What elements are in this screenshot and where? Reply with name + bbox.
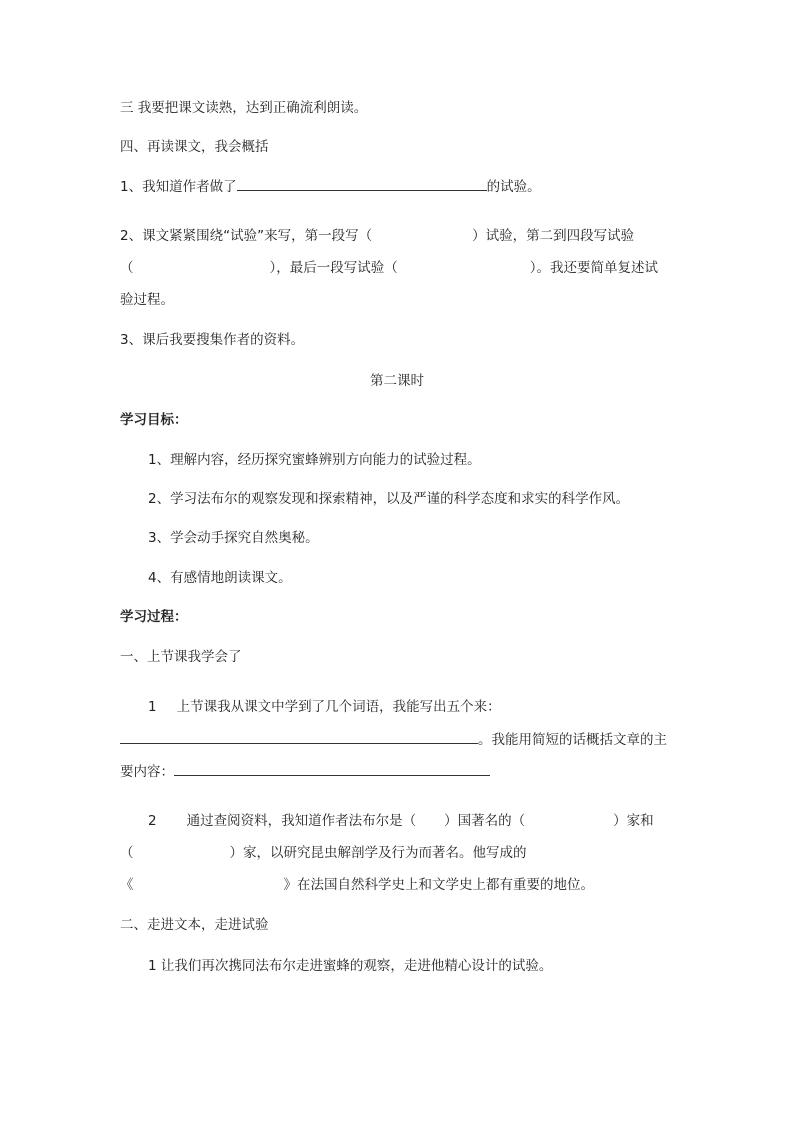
question-text: ）家，以研究昆虫解剖学及行为而著名。他写成的	[229, 845, 527, 861]
goal-item: 3、学会动手探究自然奥秘。	[148, 530, 319, 546]
question-text: ）。我还要简单复述试	[529, 260, 658, 276]
question-text: 。我能用简短的话概括文章的主	[478, 732, 667, 748]
p2-line1	[148, 811, 654, 831]
goal-item: 1、理解内容，经历探究蜜蜂辨别方向能力的试验过程。	[148, 452, 481, 468]
question-text: 上节课我从课文中学到了几个词语，我能写出五个来：	[176, 699, 501, 715]
goal-item: 2、学习法布尔的观察发现和探索精神，以及严谨的科学态度和求实的科学作风。	[148, 491, 630, 507]
p2-line3	[120, 875, 594, 895]
blank-line[interactable]	[174, 761, 490, 776]
question-text: ）家和	[613, 813, 654, 829]
part-heading: 二、走进文本，走进试验	[120, 917, 269, 933]
item-number: 1	[148, 699, 157, 715]
question-text: 》在法国自然科学史上和文学史上都有重要的地位。	[283, 877, 594, 893]
question-text: ）试验，第二到四段写试验	[472, 228, 635, 244]
blank-line[interactable]	[237, 176, 487, 191]
question-text: ），最后一段写试验（	[269, 260, 398, 276]
p1-line1	[148, 697, 501, 717]
question-text: 的试验。	[486, 179, 541, 195]
question-text: （	[120, 845, 134, 861]
text-line: 三 我要把课文读熟，达到正确流利朗读。	[120, 100, 368, 116]
question-text: 通过查阅资料，我知道作者法布尔是（	[186, 813, 417, 829]
question-2-line1	[120, 226, 634, 246]
question-text: 《	[120, 877, 134, 893]
question-2-line2	[120, 258, 658, 278]
text-line: 1 让我们再次携同法布尔走进蜜蜂的观察，走进他精心设计的试验。	[148, 958, 553, 974]
process-heading: 学习过程：	[120, 609, 188, 625]
question-1	[120, 176, 541, 197]
goal-item: 4、有感情地朗读课文。	[148, 570, 292, 586]
text-line: 3、课后我要搜集作者的资料。	[120, 332, 305, 348]
goals-heading: 学习目标：	[120, 412, 188, 428]
question-text: 1、我知道作者做了	[120, 179, 237, 195]
p1-line2	[120, 729, 667, 750]
blank-line[interactable]	[120, 729, 478, 744]
question-text: （	[120, 260, 134, 276]
text-line: 四、再读课文，我会概括	[120, 139, 269, 155]
part-heading: 一、上节课我学会了	[120, 649, 242, 665]
question-text: ）国著名的（	[444, 813, 526, 829]
question-text: 2、课文紧紧围绕“试验”来写，第一段写（	[120, 228, 373, 244]
p2-line2	[120, 843, 527, 863]
p1-line3	[120, 761, 490, 782]
question-text: 要内容：	[120, 764, 174, 780]
question-2-line3: 验过程。	[120, 292, 174, 308]
item-number: 2	[148, 813, 157, 829]
section-title: 第二课时	[370, 373, 424, 389]
